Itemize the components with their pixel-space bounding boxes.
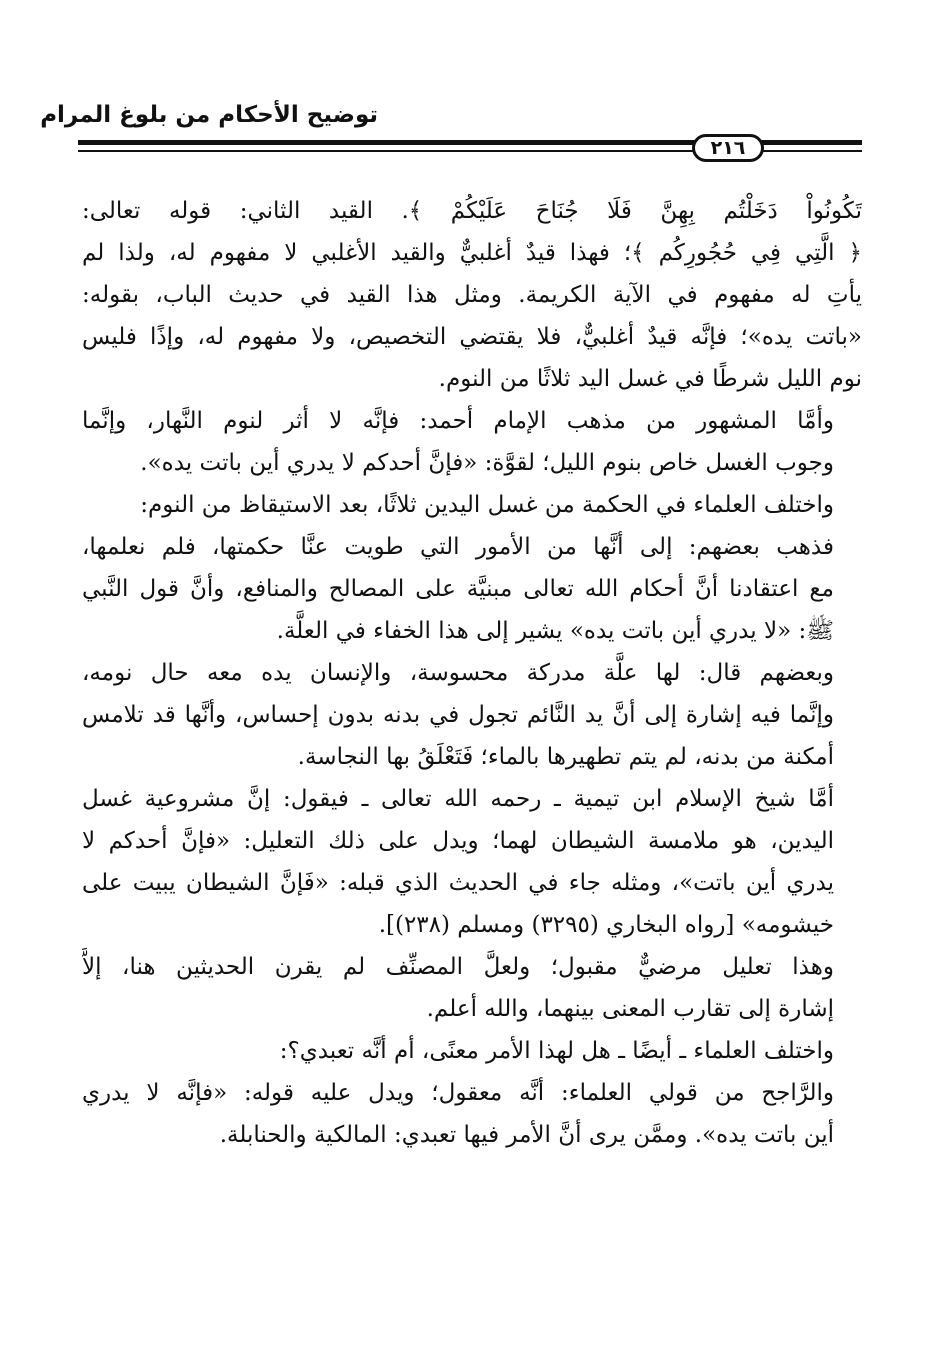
paragraph — [82, 526, 862, 652]
paragraph — [82, 778, 862, 946]
paragraph — [82, 652, 862, 778]
text-line: وإنَّما فيه إشارة إلى أنَّ يد النَّائم تجول في بدنه بدون إحساس، وأنَّها قد تلامس — [82, 702, 834, 728]
text-line: اليدين، هو ملامسة الشيطان لهما؛ ويدل على ذلك التعليل: «فإنَّ أحدكم لا — [82, 828, 834, 854]
text-line: واختلف العلماء في الحكمة من غسل اليدين ثلاثًا، بعد الاستيقاظ من النوم: — [140, 492, 834, 518]
text-line: والرَّاجح من قولي العلماء: أنَّه معقول؛ ويدل عليه قوله: «فإنَّه لا يدري — [82, 1080, 834, 1106]
text-line: وجوب الغسل خاص بنوم الليل؛ لقوَّة: «فإنَّ أحدكم لا يدري أين باتت يده». — [140, 450, 834, 476]
text-line: فذهب بعضهم: إلى أنَّها من الأمور التي طويت عنَّا حكمتها، فلم نعلمها، — [82, 534, 834, 560]
text-line: أمَّا شيخ الإسلام ابن تيمية ـ رحمه الله تعالى ـ فيقول: إنَّ مشروعية غسل — [82, 786, 834, 812]
text-line: تَكُونُواْ دَخَلْتُم بِهِنَّ فَلَا جُنَاحَ عَلَيْكُمْ ﴾. القيد الثاني: قوله تعالى: — [82, 198, 862, 224]
text-line: نوم الليل شرطًا في غسل اليد ثلاثًا من النوم. — [438, 366, 862, 392]
text-line: وأمَّا المشهور من مذهب الإمام أحمد: فإنَّه لا أثر لنوم النَّهار، وإنَّما — [82, 408, 834, 434]
text-line: وهذا تعليل مرضيٌّ مقبول؛ ولعلَّ المصنِّف لم يقرن الحديثين هنا، إلاَّ — [82, 954, 834, 980]
text-line: يدري أين باتت»، ومثله جاء في الحديث الذي قبله: «فَإنَّ الشيطان يبيت على — [82, 870, 834, 896]
page-number: ٢١٦ — [710, 136, 746, 159]
paragraph — [82, 400, 862, 484]
text-line: خيشومه» [رواه البخاري (٣٢٩٥) ومسلم (٢٣٨)]. — [378, 912, 834, 938]
paragraph — [82, 1030, 862, 1072]
text-line: مع اعتقادنا أنَّ أحكام الله تعالى مبنيَّة على المصالح والمنافع، وأنَّ قول النَّبي — [82, 576, 834, 602]
text-line: يأتِ له مفهوم في الآية الكريمة. ومثل هذا القيد في حديث الباب، بقوله: — [82, 282, 862, 308]
text-line: ﷺ: «لا يدري أين باتت يده» يشير إلى هذا الخفاء في العلَّة. — [276, 618, 834, 644]
paragraph — [82, 1072, 862, 1156]
text-line: أين باتت يده». وممَّن يرى أنَّ الأمر فيها تعبدي: المالكية والحنابلة. — [219, 1122, 834, 1148]
text-line: إشارة إلى تقارب المعنى بينهما، والله أعلم. — [426, 996, 834, 1022]
running-header-title: توضيح الأحكام من بلوغ المرام — [40, 102, 378, 128]
text-line: وبعضهم قال: لها علَّة مدركة محسوسة، والإنسان يده معه حال نومه، — [82, 660, 834, 686]
paragraph — [82, 190, 862, 400]
text-line: واختلف العلماء ـ أيضًا ـ هل لهذا الأمر معنًى، أم أنَّه تعبدي؟: — [279, 1038, 834, 1064]
text-line: ﴿ الَّتِي فِي حُجُورِكُم ﴾؛ فهذا قيدٌ أغلبيٌّ والقيد الأغلبي لا مفهوم له، ولذا لم — [82, 240, 862, 266]
text-line: أمكنة من بدنه، لم يتم تطهيرها بالماء؛ فَتَعْلَقُ بها النجاسة. — [297, 744, 834, 770]
page-body-text — [82, 190, 862, 1156]
page-number-badge — [692, 134, 764, 162]
text-line: «باتت يده»؛ فإنَّه قيدٌ أغلبيٌّ، فلا يقتضي التخصيص، ولا مفهوم له، وإذًا فليس — [82, 324, 862, 350]
paragraph — [82, 484, 862, 526]
paragraph — [82, 946, 862, 1030]
